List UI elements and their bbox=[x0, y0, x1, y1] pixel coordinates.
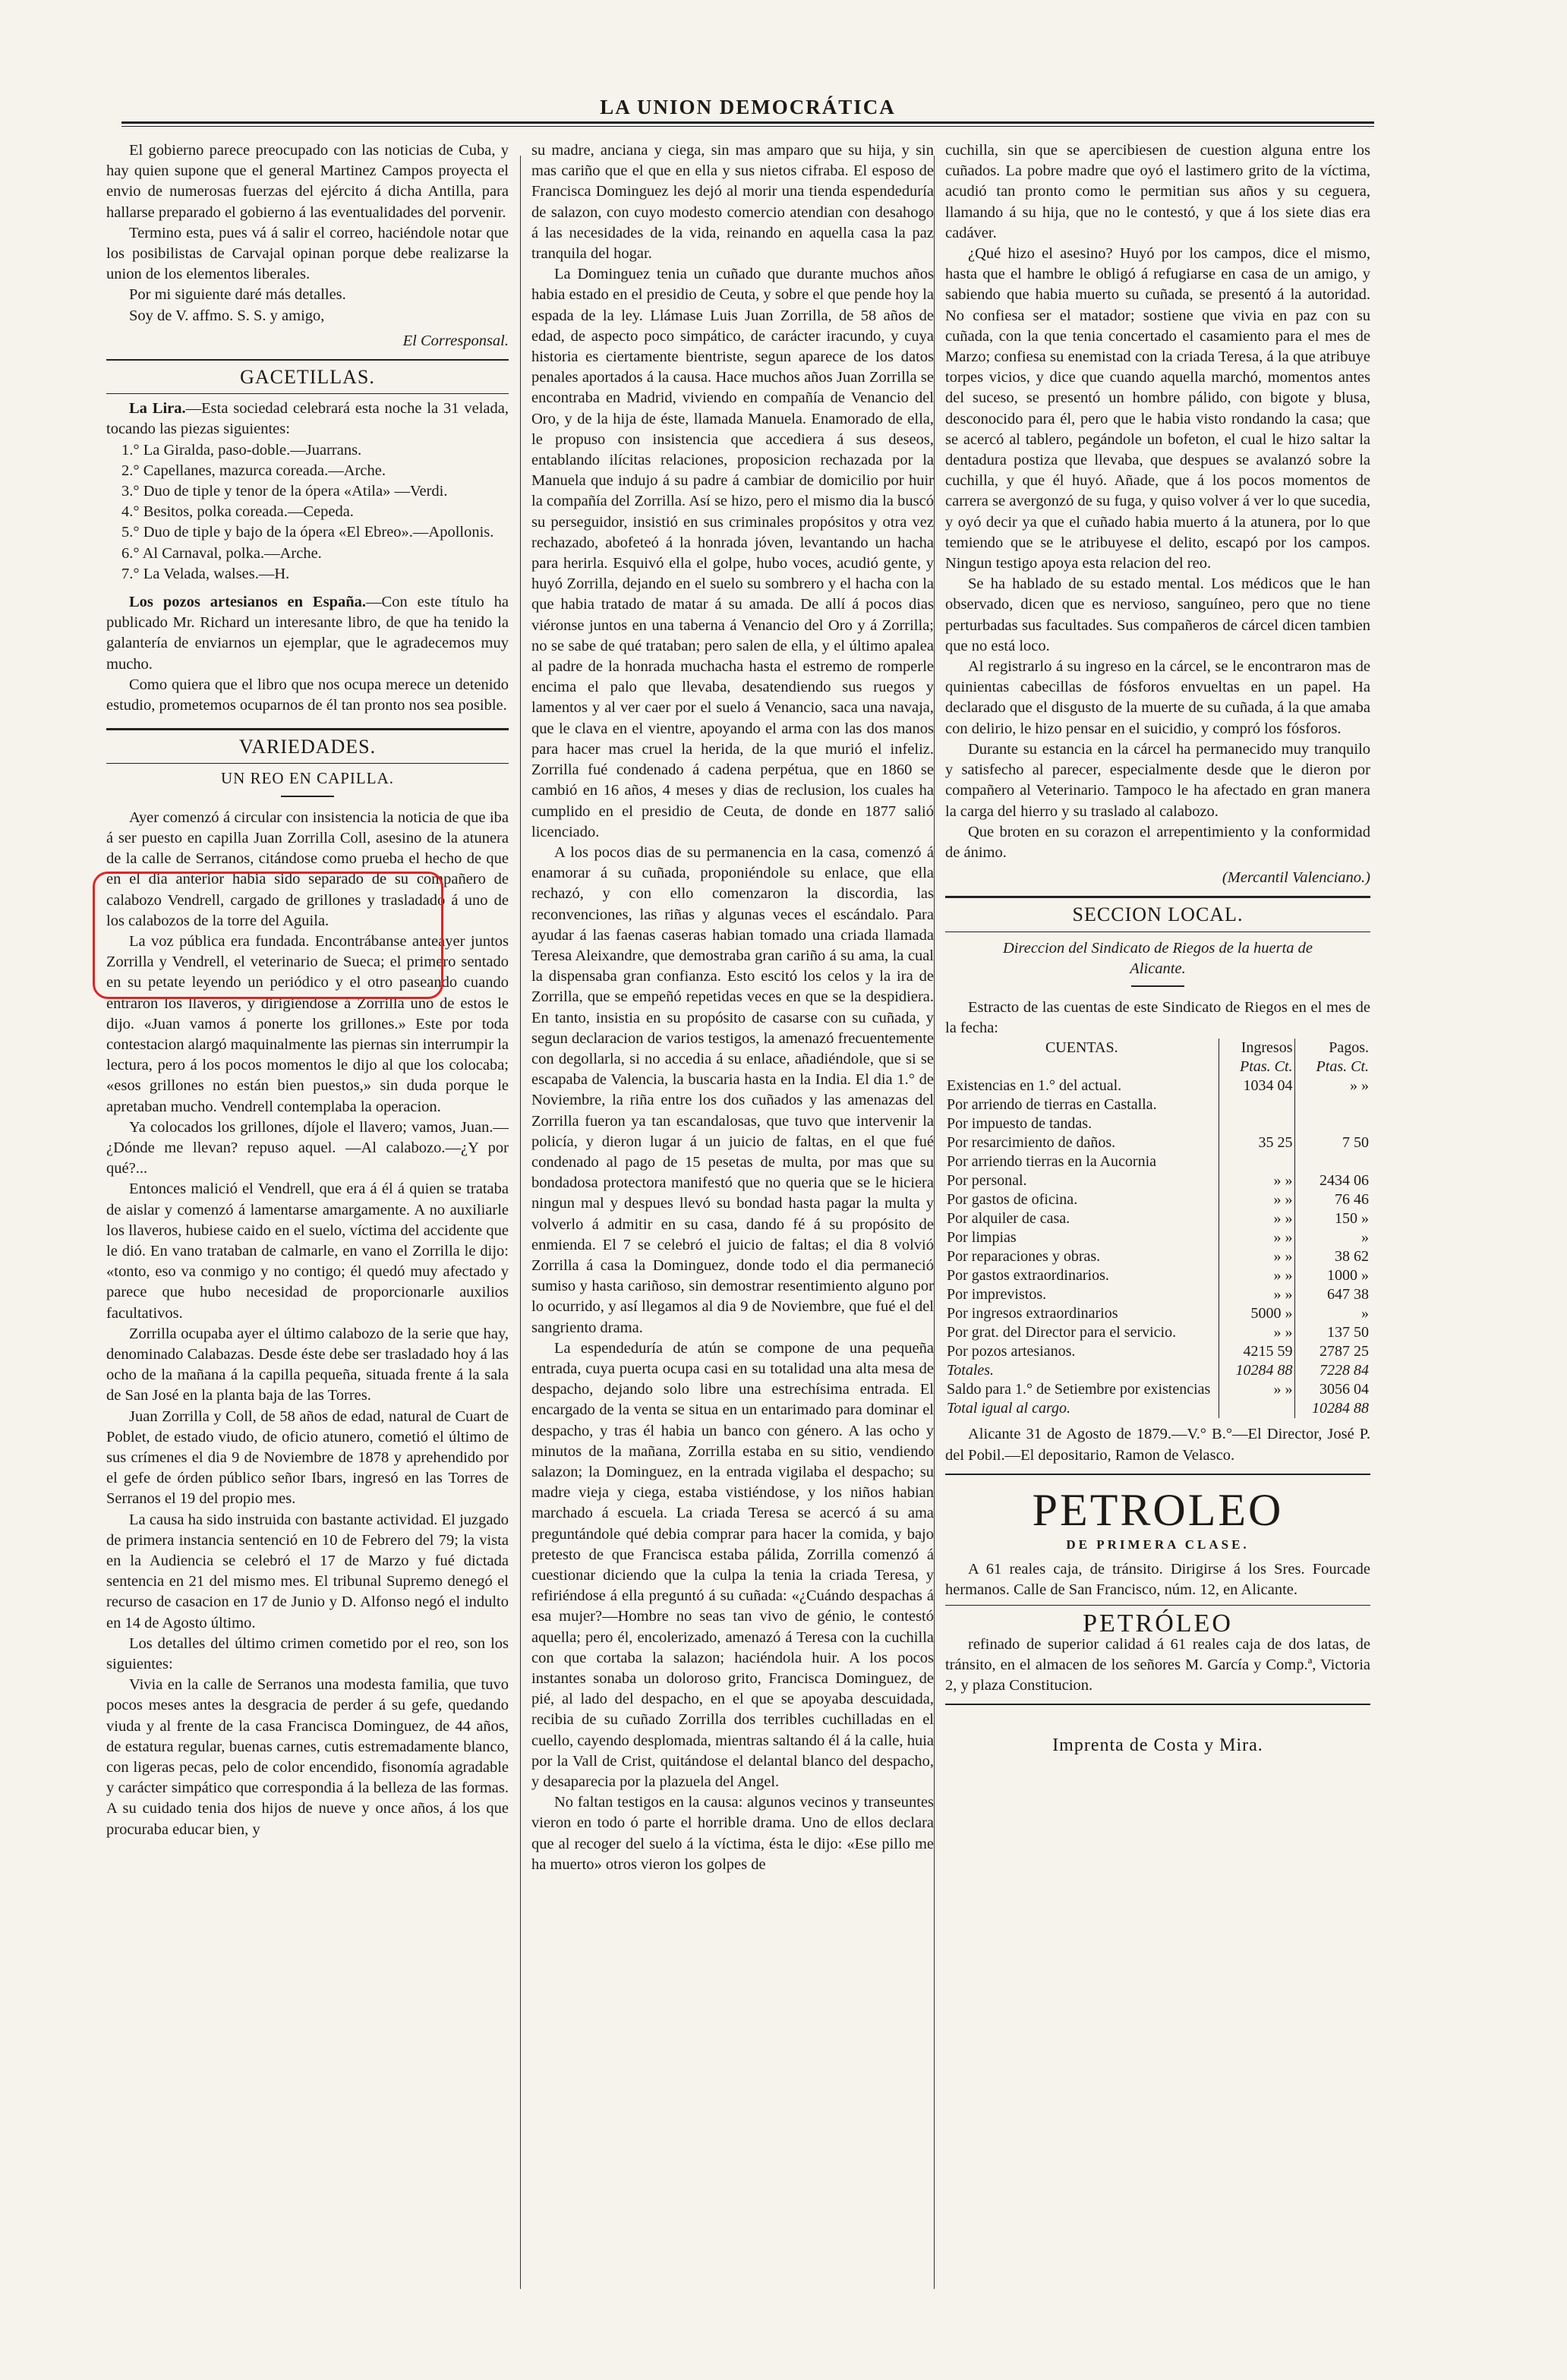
table-row bbox=[945, 1304, 1370, 1323]
table-row bbox=[945, 1152, 1370, 1171]
table-row bbox=[945, 1077, 1370, 1095]
row-ingresos: » » bbox=[1219, 1285, 1294, 1304]
accounts-table bbox=[945, 1039, 1370, 1418]
row-label: Saldo para 1.° de Setiembre por existencias bbox=[947, 1381, 1211, 1398]
paragraph: La voz pública era fundada. Encontrábanse anteayer juntos Zorrilla y Vendrell, el veterinario de Sueca; el primero sentado en su petate leyendo un periódico y el otro paseando cuando entraron los llaveros, y dirigiéndose á Zorrilla uno de estos le dijo. «Juan vamos á ponerte los grillones.» Este por toda contestacion alargó maquinalmente las piernas sin interrumpir la lectura, pero á los pocos momentos le dijo al que los colocaba; «esos grillones no están bien puestos,» sin duda porque le apretaban mucho. Vendrell contemplaba la operacion. bbox=[106, 932, 509, 1115]
program-item: 1.° La Giralda, paso-doble.—Juarrans. bbox=[121, 441, 362, 459]
ad-petroleo-text: A 61 reales caja, de tránsito. Dirigirse á los Sres. Fourcade hermanos. Calle de San Francisco, núm. 12, en Alicante. bbox=[945, 1560, 1370, 1599]
paragraph: Juan Zorrilla y Coll, de 58 años de edad, natural de Cuart de Poblet, de estado viudo, de oficio atunero, cometió el último de sus crímenes el dia 9 de Noviembre de 1878 y aprehendido por el gefe de órden público señor Ibars, ingresó en las Torres de Serranos el 19 del propio mes. bbox=[106, 1408, 509, 1508]
row-label: Por gastos de oficina. bbox=[947, 1191, 1078, 1209]
news-lead: La Lira. bbox=[129, 400, 186, 418]
section-rule bbox=[106, 393, 509, 394]
masthead-rule bbox=[121, 121, 1374, 127]
row-ingresos: 10284 88 bbox=[1219, 1361, 1294, 1380]
row-ingresos: » » bbox=[1219, 1247, 1294, 1266]
paragraph: Soy de V. affmo. S. S. y amigo, bbox=[129, 307, 325, 324]
paragraph: cuchilla, sin que se apercibiesen de cuestion alguna entre los cuñados. La pobre madre que oyó el lastimero grito de la víctima, acudió tan pronto como le permitian sus años y su ceguera, llamando á su hija, que no le contestó, y que á los siete dias era cadáver. bbox=[945, 142, 1370, 241]
row-ingresos bbox=[1219, 1114, 1294, 1133]
section-rule bbox=[945, 1605, 1370, 1606]
row-label: Por impuesto de tandas. bbox=[947, 1115, 1092, 1133]
program-item: 2.° Capellanes, mazurca coreada.—Arche. bbox=[121, 462, 386, 479]
row-ingresos: 4215 59 bbox=[1219, 1342, 1294, 1361]
row-pagos: 150 » bbox=[1294, 1209, 1370, 1228]
row-label: Por limpias bbox=[947, 1229, 1017, 1247]
paragraph: Ayer comenzó á circular con insistencia la noticia de que iba á ser puesto en capilla Juan Zorrilla Coll, asesino de la atunera de la calle de Serranos, citándose como prueba el hecho de que en el dia anterior habia sido separado de su compañero de calabozo Vendrell, cargado de grillones y trasladado á uno de los calabozos de la torre del Aguila. bbox=[106, 809, 509, 929]
news-text: —Con este título ha publicado Mr. Richard un interesante libro, de que ha tenido la galantería de enviarnos un ejemplar, que le agradecemos muy mucho. bbox=[106, 594, 509, 673]
paragraph: Alicante 31 de Agosto de 1879.—V.° B.°—El Director, José P. del Pobil.—El depositario, Ramon de Velasco. bbox=[945, 1426, 1370, 1464]
paragraph: Los detalles del último crimen cometido por el reo, son los siguientes: bbox=[106, 1634, 509, 1673]
paragraph: No faltan testigos en la causa: algunos vecinos y transeuntes vieron en todo ó parte el horrible drama. Uno de ellos declara que al recoger del suelo á la víctima, ésta le dijo: «Ese pillo me ha muerto» otros vieron los golpes de bbox=[531, 1794, 934, 1873]
row-ingresos: » » bbox=[1219, 1209, 1294, 1228]
table-row bbox=[945, 1266, 1370, 1285]
section-title-local: SECCION LOCAL. bbox=[1072, 903, 1244, 926]
row-pagos: 2434 06 bbox=[1294, 1171, 1370, 1190]
row-pagos: 137 50 bbox=[1294, 1323, 1370, 1342]
row-ingresos bbox=[1219, 1095, 1294, 1114]
row-pagos: 2787 25 bbox=[1294, 1342, 1370, 1361]
header-ingresos: Ingresos bbox=[1219, 1039, 1294, 1058]
row-ingresos: » » bbox=[1219, 1190, 1294, 1209]
paragraph: su madre, anciana y ciega, sin mas amparo que su hija, y sin mas cariño que el que en ella y sus nietos cifraba. El esposo de Francisca Dominguez les dejó al morir una tienda espendeduría de salazon, con cuyo modesto comercio atendian con desahogo á las necesidades de la vida, reinando en aquella casa la paz tranquila del hogar. bbox=[531, 142, 934, 263]
row-ingresos: » » bbox=[1219, 1228, 1294, 1247]
row-pagos: 1000 » bbox=[1294, 1266, 1370, 1285]
highlight-annotation bbox=[93, 872, 443, 999]
paragraph: ¿Qué hizo el asesino? Huyó por los campos, dice el mismo, hasta que el hambre le obligó á refugiarse en casa de un amigo, y sabiendo que habia muerto su cuñada, se presentó á la autoridad. No confiesa ser el matador; sostiene que vivia en paz con su cuñada, con la que tenia concertado el casamiento para el mes de Marzo; confiesa su enemistad con la criada Teresa, á la que atribuye torpes vicios, y dice que cuando aquella marchó, momentos antes del suceso, se presentó un hombre pálido, con bigote y blusa, desconocido para él, pero que le habia visto rondando la casa; que se acercó al tablero, pegándole un bofeton, el cual le hizo saltar la dentadura postiza que llevaba, que despues se avalanzó sobre la cuchilla, y que él huyó. Añade, que á los pocos momentos de carrera se avergonzó de su fuga, y quiso volver á ver lo que sucedia, y oyó decir ya que el cuñado habia muerto á la atunera, por lo que temiendo que se le atribuyese el delito, escapó por los campos. Ningun testigo apoya esta relacion del reo. bbox=[945, 245, 1370, 572]
unit-pagos: Ptas. Ct. bbox=[1294, 1058, 1370, 1077]
section-rule bbox=[945, 1704, 1370, 1705]
paragraph: La Dominguez tenia un cuñado que durante muchos años habia estado en el presidio de Ceuta, y sobre el que pende hoy la espada de la ley. Llámase Luis Juan Zorrilla, de 58 años de edad, de aspecto poco simpático, de carácter iracundo, y cuya historia es ciertamente bientriste, segun aparece de los datos penales aportados á la causa. Hace muchos años Juan Zorrilla se encontraba en Madrid, viviendo en compañía de Venancio del Oro, y de la hija de éste, llamada Manuela. Enamorado de ella, le propuso con insistencia que accediera á sus deseos, entablando ilícitas relaciones, proposicion rechazada por la Manuela que indujo á su padre á cambiar de domicilio por huir la compañía del Zorrilla. Así se hizo, pero el mismo dia la buscó su perseguidor, insistió en sus criminales propósitos y otra vez rechazado, abofeteó á la honrada jóven, levantando un hacha para herirla. Esquivó ella el golpe, hubo voces, acudió gente, y huyó Zorrilla, dejando en el suelo su sombrero y el hacha con la que habia tratado de matar á su amada. De allí á pocos dias viéronse juntos en una taberna á Venancio del Oro y á Zorrilla; no se sabe de qué trataban; pero salen de ella, y el último apalea al padre de la honrada muchacha hasta el estremo de romperle encima el palo que llevaba, desatendiendo sus ruegos y lamentos y al ver caer por el suelo á Venancio, saca una navaja, que le clava en el vientre, apoyando el arma con las dos manos para hacer mas cruel la herida, de la que murió el infeliz. Zorrilla fué condenado á cadena perpétua, que en 1860 se cambió en 16 años, 4 meses y dias de reclusion, los cuales ha cumplido en el presidio de Ceuta, de donde en 1877 salió licenciado. bbox=[531, 266, 934, 840]
sindicato-title: Direccion del Sindicato de Riegos de la huerta de Alicante. bbox=[1003, 939, 1313, 977]
column-divider bbox=[520, 156, 521, 2289]
table-units bbox=[945, 1058, 1370, 1077]
row-label: Por personal. bbox=[947, 1172, 1027, 1190]
paragraph: Por mi siguiente daré más detalles. bbox=[129, 286, 346, 304]
row-pagos: » bbox=[1294, 1228, 1370, 1247]
paragraph: Vivia en la calle de Serranos una modesta familia, que tuvo pocos meses antes la desgracia de perder á su gefe, quedando viuda y al frente de la casa Francisca Dominguez, de 44 años, de estatura regular, buenas carnes, cutis estremadamente blanco, con ligeras pecas, pelo de color encendido, fisonomía agradable y carácter simpático que correspondia á la belleza de las formas. A su cuidado tenia dos hijos de nueve y once años, á los que procuraba educar bien, y bbox=[106, 1676, 509, 1838]
row-pagos: 3056 04 bbox=[1294, 1380, 1370, 1399]
paragraph: Que broten en su corazon el arrepentimiento y la conformidad de ánimo. bbox=[945, 823, 1370, 861]
table-header bbox=[945, 1039, 1370, 1058]
row-label: Por alquiler de casa. bbox=[947, 1210, 1070, 1228]
news-text: —Esta sociedad celebrará esta noche la 31 velada, tocando las piezas siguientes: bbox=[106, 400, 509, 438]
table-row bbox=[945, 1171, 1370, 1190]
section-title-variedades: VARIEDADES. bbox=[238, 736, 377, 758]
table-row bbox=[945, 1095, 1370, 1114]
paragraph: El gobierno parece preocupado con las noticias de Cuba, y hay quien supone que el general Martinez Campos proyecta el envio de numerosas fuerzas del ejército á dicha Antilla, para hallarse preparado el gobierno á las eventualidades del porvenir. bbox=[106, 142, 509, 221]
paragraph: Estracto de las cuentas de este Sindicato de Riegos en el mes de la fecha: bbox=[945, 998, 1370, 1037]
paragraph: Se ha hablado de su estado mental. Los médicos que le han observado, dicen que es nervioso, sanguíneo, pero que no tiene perturbadas sus facultades. Sus compañeros de cárcel dicen tambien que no está loco. bbox=[945, 575, 1370, 654]
row-pagos: 38 62 bbox=[1294, 1247, 1370, 1266]
row-label: Por ingresos extraordinarios bbox=[947, 1305, 1118, 1322]
column-3 bbox=[945, 140, 1370, 2304]
row-pagos: » bbox=[1294, 1304, 1370, 1323]
paragraph: Como quiera que el libro que nos ocupa merece un detenido estudio, prometemos ocuparnos de él tan pronto nos sea posible. bbox=[106, 676, 509, 714]
table-row bbox=[945, 1133, 1370, 1152]
row-label: Por reparaciones y obras. bbox=[947, 1248, 1101, 1266]
section-rule bbox=[106, 763, 509, 764]
paragraph: La causa ha sido instruida con bastante actividad. El juzgado de primera instancia sentenció en 10 de Febrero del 79; la vista en la Audiencia se celebró el 17 de Marzo y fué dictada sentencia en 21 del mismo mes. El tribunal Supremo denegó el recurso de casacion en 17 de Junio y D. Alfonso negó el indulto en 14 de Agosto último. bbox=[106, 1511, 509, 1631]
ad-petroleo2-title: PETRÓLEO bbox=[1083, 1609, 1233, 1638]
program-item: 6.° Al Carnaval, polka.—Arche. bbox=[121, 544, 322, 562]
row-ingresos: 5000 » bbox=[1219, 1304, 1294, 1323]
table-row bbox=[945, 1361, 1370, 1380]
row-pagos: » » bbox=[1294, 1077, 1370, 1095]
row-ingresos: » » bbox=[1219, 1323, 1294, 1342]
row-label: Por grat. del Director para el servicio. bbox=[947, 1324, 1177, 1341]
section-rule bbox=[106, 359, 509, 361]
row-ingresos bbox=[1219, 1399, 1294, 1418]
masthead: LA UNION DEMOCRÁTICA bbox=[600, 96, 896, 118]
paragraph: A los pocos dias de su permanencia en la casa, comenzó á enamorar á su cuñada, proponiéndole su enlace, que ella rechazó, y con ello comenzaron la discordia, las reconvenciones, las riñas y algunas veces el escándalo. Para ayudar á las faenas caseras habian tomado una criada llamada Teresa Aleixandre, que demostraba gran cariño á su ama, la cual la dispensaba gran confianza. Esto escitó los celos y la ira de Zorrilla, que se empeñó repetidas veces en que se la despidiera. En tanto, insistia en su propósito de casarse con su cuñada, y segun declaracion de varios testigos, la amenazó frecuentemente con degollarla, si no accedia á su enlace, añadiéndole, que si se escapaba de Valencia, la buscaria hasta en la India. El dia 1.° de Noviembre, la riña entre los dos cuñados y las amenazas del Zorrilla fueron ya tan escandalosas, que tuvo que intervenir la policía, y dieron lugar á un juicio de faltas, en el que fué condenado al pago de 15 pesetas de multa, por mas que su bondadosa protectora manifestó que no queria que se le hiciera ningun mal y despues llevó su bondad hasta pagar la multa y volverlo á admitir en su casa, dando fé á su propósito de enmienda. El 7 se celebró el juicio de faltas; el dia 8 volvió Zorrilla á casa la Dominguez, donde todo el dia permaneció sumiso y hasta cariñoso, sin demostrar resentimiento alguno por lo ocurrido, y así llegamos al dia 9 de Noviembre, que fué el del sangriento drama. bbox=[531, 843, 934, 1336]
row-pagos: 647 38 bbox=[1294, 1285, 1370, 1304]
paragraph: Entonces malició el Vendrell, que era á él á quien se trataba de aislar y comenzó á lamentarse amargamente. A no auxiliarle los llaveros, hubiese caido en el suelo, víctima del accidente que le dió. En vano trataban de calmarle, en vano el Zorrilla le dijo: «tonto, eso va conmigo y no contigo; él quedó muy afectado y parece que hubo necesidad de proporcionarle auxilios facultativos. bbox=[106, 1181, 509, 1322]
header-pagos: Pagos. bbox=[1294, 1039, 1370, 1058]
unit-ingresos: Ptas. Ct. bbox=[1219, 1058, 1294, 1077]
short-rule bbox=[281, 796, 334, 797]
row-label: Por resarcimiento de daños. bbox=[947, 1134, 1116, 1152]
column-1 bbox=[106, 140, 509, 2304]
program-item: 5.° Duo de tiple y bajo de la ópera «El Ebreo».—Apollonis. bbox=[121, 524, 494, 541]
row-label: Por arriendo tierras en la Aucornia bbox=[947, 1153, 1157, 1171]
paragraph: La espendeduría de atún se compone de una pequeña entrada, cuya puerta ocupa casi en su totalidad una alta mesa de despacho, dejando solo libre una estrechísima entrada. El encargado de la venta se situa en un entarimado para dominar el despacho, y tras él habia un banco con género. A las ocho y minutos de la mañana, Zorrilla estaba en su sitio, vendiendo salazon; la Dominguez, en la entrada vigilaba el despacho; su madre vieja y ciega, estaba vistiéndose, y los niños habian marchado á escuela. La criada Teresa se acercó á su ama preguntándole qué debia comprar para hacer la comida, y bajo pretesto de que Francisca estaba pálida, Zorrilla comenzó á cuestionar diciendo que la culpa la tenia la criada Teresa, y refiriéndose á ella preguntó á su cuñada: «¿Cuándo despachas á esa mujer?—Hombre no seas tan vivo de génio, le contestó aquella; pero él, encolerizado, amenazó á Teresa con la cuchilla con que cortaba la salazon; haciéndola huir. A los pocos instantes sonaba un doloroso grito, Francisca Dominguez, de pié, al lado del despacho, en el que se apoyaba descuidada, recibia de su cuñado Zorrilla dos terribles cuchilladas en el cuello, cayendo desplomada, mientras saltando él á la calle, huia por la Vall de Crist, quitándose el delantal blanco del despacho, y desaparecia por la plazuela del Angel. bbox=[531, 1339, 934, 1791]
source-signature: (Mercantil Valenciano.) bbox=[1222, 869, 1370, 887]
paragraph: Ya colocados los grillones, díjole el llavero; vamos, Juan.—¿Dónde me llevan? repuso aquel. —Al calabozo.—¿Y por qué?... bbox=[106, 1118, 509, 1177]
row-label: Total igual al cargo. bbox=[947, 1400, 1070, 1417]
program-item: 4.° Besitos, polka coreada.—Cepeda. bbox=[121, 503, 354, 521]
news-item bbox=[106, 592, 509, 675]
paragraph: Zorrilla ocupaba ayer el último calabozo de la serie que hay, denominado Calabazas. Desde éste debe ser trasladado hoy á las ocho de la mañana á la capilla pequeña, situada frente á la sala de San José en la planta baja de las Torres. bbox=[106, 1325, 509, 1404]
column-divider bbox=[934, 156, 935, 2289]
table-row bbox=[945, 1114, 1370, 1133]
row-pagos: 10284 88 bbox=[1294, 1399, 1370, 1418]
short-rule bbox=[1131, 985, 1184, 987]
signature: El Corresponsal. bbox=[402, 332, 509, 349]
ad-petroleo-title: PETROLEO bbox=[1032, 1484, 1284, 1535]
row-pagos bbox=[1294, 1095, 1370, 1114]
row-pagos bbox=[1294, 1114, 1370, 1133]
row-pagos bbox=[1294, 1152, 1370, 1171]
table-row bbox=[945, 1342, 1370, 1361]
table-row bbox=[945, 1323, 1370, 1342]
row-label: Por arriendo de tierras en Castalla. bbox=[947, 1096, 1157, 1114]
row-pagos: 7228 84 bbox=[1294, 1361, 1370, 1380]
table-row bbox=[945, 1190, 1370, 1209]
section-rule bbox=[945, 896, 1370, 898]
row-pagos: 76 46 bbox=[1294, 1190, 1370, 1209]
row-label: Por pozos artesianos. bbox=[947, 1343, 1076, 1360]
row-label: Por gastos extraordinarios. bbox=[947, 1267, 1109, 1285]
table-row bbox=[945, 1380, 1370, 1399]
table-row bbox=[945, 1209, 1370, 1228]
row-pagos: 7 50 bbox=[1294, 1133, 1370, 1152]
row-label: Por imprevistos. bbox=[947, 1286, 1047, 1303]
section-rule bbox=[106, 728, 509, 730]
row-ingresos: 35 25 bbox=[1219, 1133, 1294, 1152]
section-rule bbox=[945, 1474, 1370, 1475]
row-ingresos: 1034 04 bbox=[1219, 1077, 1294, 1095]
row-label: Existencias en 1.° del actual. bbox=[947, 1077, 1122, 1095]
table-row bbox=[945, 1285, 1370, 1304]
paragraph: Al registrarlo á su ingreso en la cárcel, se le encontraron mas de quinientas cabecillas de fósforos envueltas en un papel. Ha declarado que el disgusto de la muerte de su cuñada, á la que amaba con delirio, le hizo pensar en el suicidio, y compró los fósforos. bbox=[945, 658, 1370, 737]
row-ingresos: » » bbox=[1219, 1380, 1294, 1399]
program-item: 7.° La Velada, walses.—H. bbox=[121, 565, 290, 582]
ad-petroleo-subtitle: DE PRIMERA CLASE. bbox=[1066, 1537, 1250, 1552]
table-row bbox=[945, 1228, 1370, 1247]
table-row bbox=[945, 1247, 1370, 1266]
paragraph: Termino esta, pues vá á salir el correo, haciéndole notar que los posibilistas de Carvajal opinan porque debe realizarse la union de los elementos liberales. bbox=[106, 224, 509, 283]
column-2 bbox=[531, 140, 934, 2304]
program-item: 3.° Duo de tiple y tenor de la ópera «Atila» —Verdi. bbox=[121, 483, 448, 500]
row-ingresos: » » bbox=[1219, 1266, 1294, 1285]
news-item bbox=[106, 399, 509, 440]
row-label: Totales. bbox=[947, 1362, 995, 1379]
row-ingresos: » » bbox=[1219, 1171, 1294, 1190]
ad-petroleo2-text: refinado de superior calidad á 61 reales caja de dos latas, de tránsito, en el almacen de los señores M. García y Comp.ª, Victoria 2, y plaza Constitucion. bbox=[945, 1635, 1370, 1694]
row-ingresos bbox=[1219, 1152, 1294, 1171]
header-cuentas: CUENTAS. bbox=[1045, 1039, 1118, 1057]
paragraph: Durante su estancia en la cárcel ha permanecido muy tranquilo y satisfecho al parecer, especialmente desde que le dieron por compañero al Veterinario. Tampoco le ha afectado en gran manera la carga del hierro y su traslado al calabozo. bbox=[945, 740, 1370, 820]
news-lead: Los pozos artesianos en España. bbox=[129, 594, 367, 611]
section-title-gacetillas: GACETILLAS. bbox=[240, 366, 375, 389]
printer-imprint: Imprenta de Costa y Mira. bbox=[1052, 1735, 1263, 1756]
table-row bbox=[945, 1399, 1370, 1418]
article-title: UN REO EN CAPILLA. bbox=[221, 769, 394, 788]
